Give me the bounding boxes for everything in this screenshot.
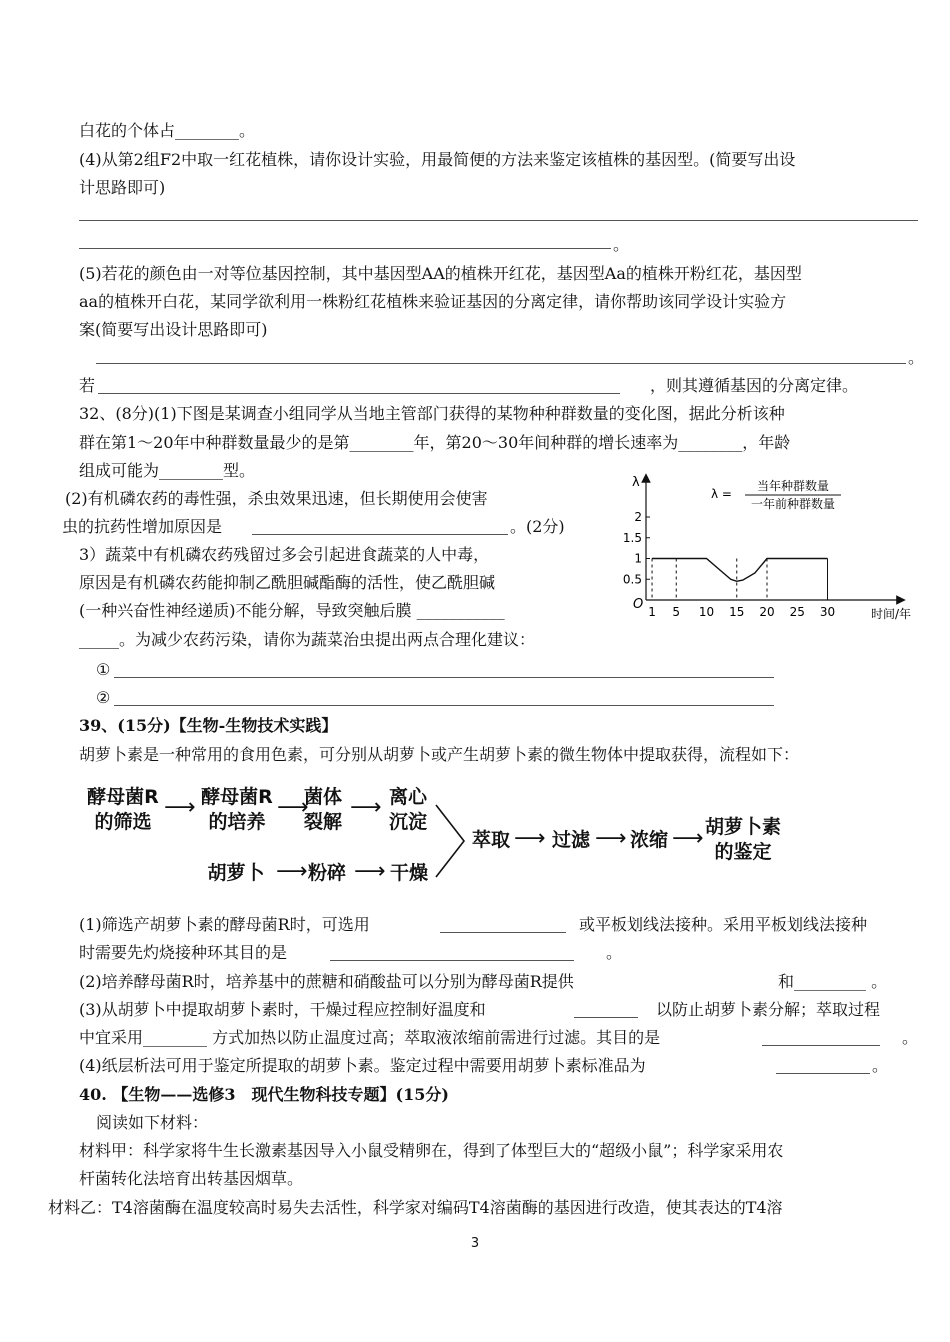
y-axis-label: λ (632, 475, 640, 490)
line-27a: 中宜采用________ 方式加热以防止温度过高；萃取液浓缩前需进行过滤。其目的是 (79, 1028, 661, 1047)
question-39: 39、(15分)【生物-生物技术实践】 (79, 716, 338, 735)
answer-rule-14 (252, 534, 508, 535)
x-tick-label: 15 (729, 605, 745, 619)
flow-merge-line (436, 805, 464, 877)
line-6: aa的植株开白花，某同学欲利用一株粉红花植株来验证基因的分离定律，请你帮助该同学设计实验方 (79, 292, 787, 311)
line-22: 胡萝卜素是一种常用的食用色素，可分别从胡萝卜或产生胡萝卜素的微生物体中提取获得，流程如下： (79, 745, 800, 764)
line-26a: (3)从胡萝卜中提取胡萝卜素时，干燥过程应控制好温度和 (79, 1000, 486, 1019)
answer-rule-s1 (114, 677, 774, 678)
flow-extract (466, 828, 516, 853)
flow-arrow: ⟶ (277, 795, 309, 820)
line-3: 计思路即可) (79, 178, 166, 197)
answer-rule-26 (574, 1017, 638, 1018)
line-17: (一种兴奋性神经递质)不能分解，导致突触后膜 ___________ (79, 601, 505, 620)
question-40: 40. 【生物——选修3 现代生物科技专题】(15分) (79, 1085, 449, 1104)
flow-filter (546, 828, 596, 853)
line-15: 3）蔬菜中有机磷农药残留过多会引起进食蔬菜的人中毒， (79, 545, 490, 564)
formula-denominator: 一年前种群数量 (750, 497, 836, 511)
answer-rule-if (98, 393, 620, 394)
formula-lhs: λ = (711, 487, 732, 501)
line-27b: 。 (902, 1028, 919, 1047)
page-number: 3 (470, 1236, 480, 1251)
line-7: 案(简要写出设计思路即可) (79, 320, 268, 339)
flow-merge-bracket (434, 797, 468, 887)
population-lambda-chart (615, 468, 915, 628)
answer-rule-24 (330, 960, 574, 961)
x-tick-label: 30 (819, 605, 836, 619)
flow-arrow: ⟶ (514, 826, 546, 851)
answer-rule-5 (96, 363, 906, 364)
flow-yeast-culture-text: 的培养 (208, 811, 266, 833)
flow-centrifuge-text: 离心 (388, 786, 427, 808)
answer-rule-4a (79, 220, 918, 221)
formula-numerator: 当年种群数量 (756, 479, 830, 493)
line-4-end: 。 (613, 235, 630, 254)
flow-yeast-screening (78, 785, 168, 835)
line-9-end: ，则其遵循基因的分离定律。 (650, 376, 859, 395)
line-12: 组成可能为________型。 (79, 461, 256, 480)
line-16: 原因是有机磷农药能抑制乙酰胆碱酯酶的活性，使乙酰胆碱 (79, 573, 496, 592)
x-axis-label: 时间/年 (871, 607, 912, 621)
line-24a: 时需要先灼烧接种环其目的是 (79, 943, 288, 962)
line-2: (4)从第2组F2中取一红花植株，请你设计实验，用最简便的方法来鉴定该植株的基因型。(简要写出设 (79, 150, 796, 169)
line-14b: 。(2分) (510, 517, 565, 536)
question-32: 32、(8分)(1)下图是某调查小组同学从当地主管部门获得的某物种种群数量的变化图，据此分析该种 (79, 404, 785, 423)
line-14a: 虫的抗药性增加原因是 (62, 517, 223, 536)
y-tick-label: 0.5 (622, 572, 642, 587)
flow-yeast-screening-text: 的筛选 (94, 811, 152, 833)
lambda-series-line (652, 559, 828, 582)
line-31: 材料甲：科学家将牛生长激素基因导入小鼠受精卵在，得到了体型巨大的“超级小鼠”；科学家采用农 (79, 1141, 784, 1160)
line-24b: 。 (606, 943, 623, 962)
flow-arrow: ⟶ (164, 795, 196, 820)
x-tick-label: 20 (759, 605, 775, 619)
line-32: 杆菌转化法培育出转基因烟草。 (79, 1169, 304, 1188)
line-25a: (2)培养酵母菌R时，培养基中的蔗糖和硝酸盐可以分别为酵母菌R提供 (79, 972, 574, 991)
flow-yeast-culture (192, 785, 282, 835)
y-tick-label: 1.5 (622, 530, 642, 545)
x-tick-label: 25 (789, 605, 805, 619)
flow-cell-lysis (298, 785, 348, 835)
flow-extract-text: 萃取 (471, 829, 510, 851)
flow-carrot-text: 胡萝卜 (207, 862, 265, 884)
flow-concentrate-text: 浓缩 (629, 829, 668, 851)
flow-arrow: ⟶ (276, 859, 308, 884)
y-tick-label: 1 (634, 551, 642, 566)
flow-identify-text: 胡萝卜素 (704, 816, 781, 838)
flow-carrot (196, 861, 276, 886)
flow-centrifuge-text: 沉淀 (388, 811, 427, 833)
line-9-start: 若 (79, 376, 96, 395)
flow-grind (302, 861, 352, 886)
line-23a: (1)筛选产胡萝卜素的酵母菌R时，可选用 (79, 915, 370, 934)
line-5: (5)若花的颜色由一对等位基因控制，其中基因型AA的植株开红花，基因型Aa的植株开粉红花，基因型 (79, 264, 802, 283)
x-tick-label: 10 (698, 605, 715, 619)
flow-arrow: ⟶ (672, 826, 704, 851)
line-23b: 或平板划线法接种。采用平板划线法接种 (579, 915, 868, 934)
line-8-end: 。 (908, 348, 925, 367)
x-tick-label: 1 (648, 605, 656, 619)
line-25b: 和_________ 。 (778, 972, 888, 991)
flow-centrifuge (380, 785, 436, 835)
answer-rule-4b (79, 248, 611, 249)
flow-identify-text: 的鉴定 (714, 841, 772, 863)
line-26b: 以防止胡萝卜素分解；萃取过程 (656, 1000, 881, 1019)
line-28a: (4)纸层析法可用于鉴定所提取的胡萝卜素。鉴定过程中需要用胡萝卜素标准品为 (79, 1056, 646, 1075)
flow-identify (700, 815, 786, 865)
answer-rule-23 (440, 932, 566, 933)
flow-yeast-screening-text: 酵母菌R (87, 786, 159, 808)
flow-yeast-culture-text: 酵母菌R (201, 786, 273, 808)
line-28b: 。 (872, 1056, 889, 1075)
flow-cell-lysis-text: 裂解 (303, 811, 342, 833)
line-11: 群在第1～20年中种群数量最少的是第________年，第20～30年间种群的增长速率为________，年龄 (79, 433, 791, 452)
x-tick-label: 5 (672, 605, 681, 619)
flow-cell-lysis-text: 菌体 (303, 786, 342, 808)
origin-label: O (633, 597, 644, 612)
line-18: _____。为减少农药污染，请你为蔬菜治虫提出两点合理化建议： (79, 630, 536, 649)
answer-rule-s2 (114, 705, 774, 706)
answer-rule-28 (776, 1073, 870, 1074)
line-30: 阅读如下材料： (96, 1113, 209, 1132)
flow-dry-text: 干燥 (389, 862, 428, 884)
line-1: 白花的个体占________。 (79, 121, 256, 140)
flow-arrow: ⟶ (595, 826, 627, 851)
flow-arrow: ⟶ (354, 859, 386, 884)
flow-concentrate (624, 828, 674, 853)
line-33: 材料乙：T4溶菌酶在温度较高时易失去活性，科学家对编码T4溶菌酶的基因进行改造，使其表达的T4溶 (48, 1198, 783, 1217)
flow-filter-text: 过滤 (551, 829, 590, 851)
answer-rule-27 (762, 1045, 880, 1046)
line-13: (2)有机磷农药的毒性强，杀虫效果迅速，但长期使用会使害 (65, 489, 488, 508)
flow-grind-text: 粉碎 (307, 862, 346, 884)
flow-dry (384, 861, 434, 886)
suggestion-2-label: ② (96, 688, 111, 707)
suggestion-1-label: ① (96, 660, 111, 679)
flow-arrow: ⟶ (350, 795, 382, 820)
y-tick-label: 2 (634, 510, 642, 524)
